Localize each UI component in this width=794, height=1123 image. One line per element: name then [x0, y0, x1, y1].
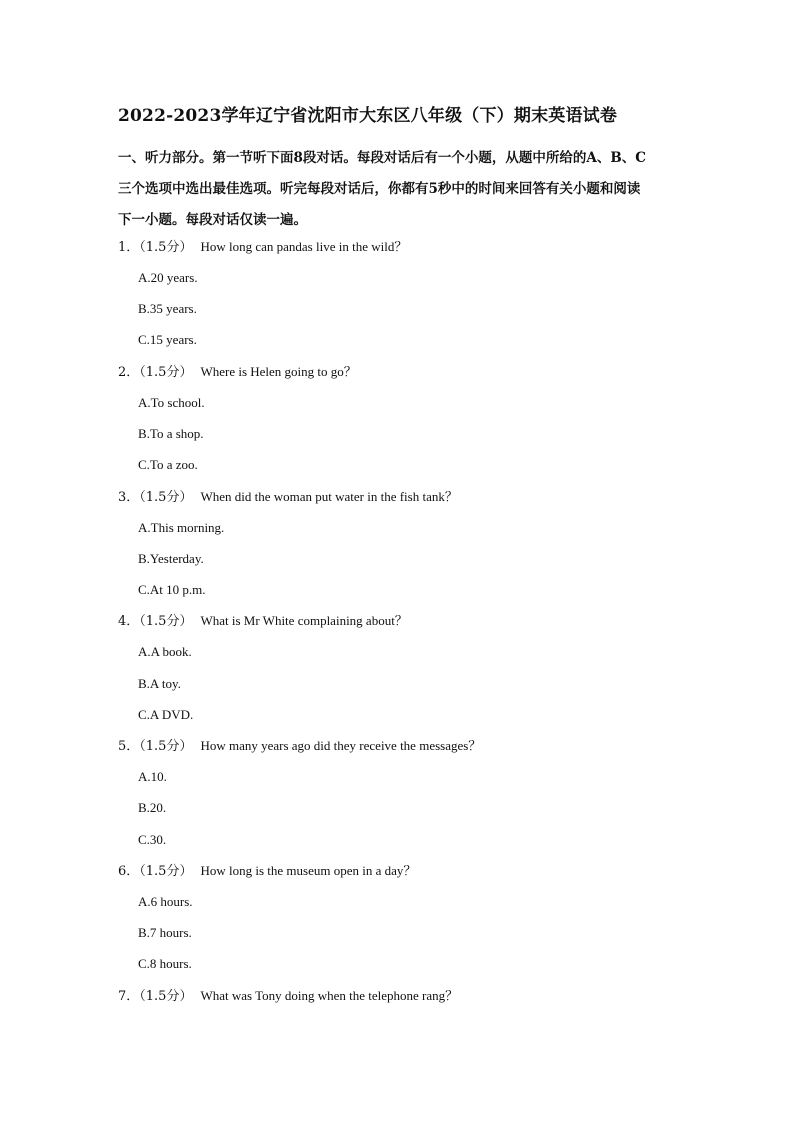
option-a: A.10.	[138, 769, 167, 784]
option-a: A.To school.	[138, 395, 205, 410]
question-number: 4．（1.5分）	[118, 614, 193, 629]
question-number: 1．（1.5分）	[118, 240, 193, 255]
question-7	[118, 987, 458, 1006]
option-b: B.7 hours.	[138, 925, 192, 940]
question-number: 5．（1.5分）	[118, 739, 193, 754]
option-a: A.20 years.	[138, 270, 198, 285]
option-c: C.A DVD.	[138, 707, 194, 722]
option-b: B.35 years.	[138, 301, 197, 316]
question-number: 2．（1.5分）	[118, 365, 193, 380]
option-c: C.30.	[138, 832, 167, 847]
instruction-line: 三个选项中选出最佳选项。听完每段对话后，你都有5秒中的时间来回答有关小题和阅读	[118, 181, 641, 197]
option-c: C.15 years.	[138, 332, 197, 347]
option-a: A.6 hours.	[138, 894, 193, 909]
question-number: 3．（1.5分）	[118, 490, 193, 505]
instruction-line: 下一小题。每段对话仅读一遍。	[118, 212, 307, 228]
question-text: When did the woman put water in the fish tank？	[200, 489, 458, 504]
option-a: A.A book.	[138, 644, 192, 659]
option-c: C.To a zoo.	[138, 457, 198, 472]
question-number: 7．（1.5分）	[118, 989, 193, 1004]
question-5	[118, 737, 481, 756]
question-text: How long is the museum open in a day？	[200, 863, 417, 878]
question-text: Where is Helen going to go？	[200, 364, 357, 379]
option-b: B.To a shop.	[138, 426, 204, 441]
option-a: A.This morning.	[138, 520, 225, 535]
question-number: 6．（1.5分）	[118, 864, 193, 879]
option-b: B.Yesterday.	[138, 551, 204, 566]
question-text: How many years ago did they receive the messages？	[200, 738, 482, 753]
question-1	[118, 238, 407, 257]
page-title: 2022-2023学年辽宁省沈阳市大东区八年级（下）期末英语试卷	[118, 106, 618, 126]
question-text: What was Tony doing when the telephone rang？	[200, 988, 459, 1003]
option-c: C.8 hours.	[138, 956, 192, 971]
section-instructions	[118, 143, 678, 236]
question-text: What is Mr White complaining about？	[200, 613, 408, 628]
question-text: How long can pandas live in the wild？	[200, 239, 408, 254]
option-b: B.A toy.	[138, 676, 181, 691]
question-3	[118, 488, 458, 507]
question-6	[118, 862, 416, 881]
question-2	[118, 363, 357, 382]
option-c: C.At 10 p.m.	[138, 582, 206, 597]
option-b: B.20.	[138, 800, 167, 815]
instruction-line: 一、听力部分。第一节听下面8段对话。每段对话后有一个小题，从题中所给的A、B、C	[118, 150, 647, 166]
question-4	[118, 612, 408, 631]
